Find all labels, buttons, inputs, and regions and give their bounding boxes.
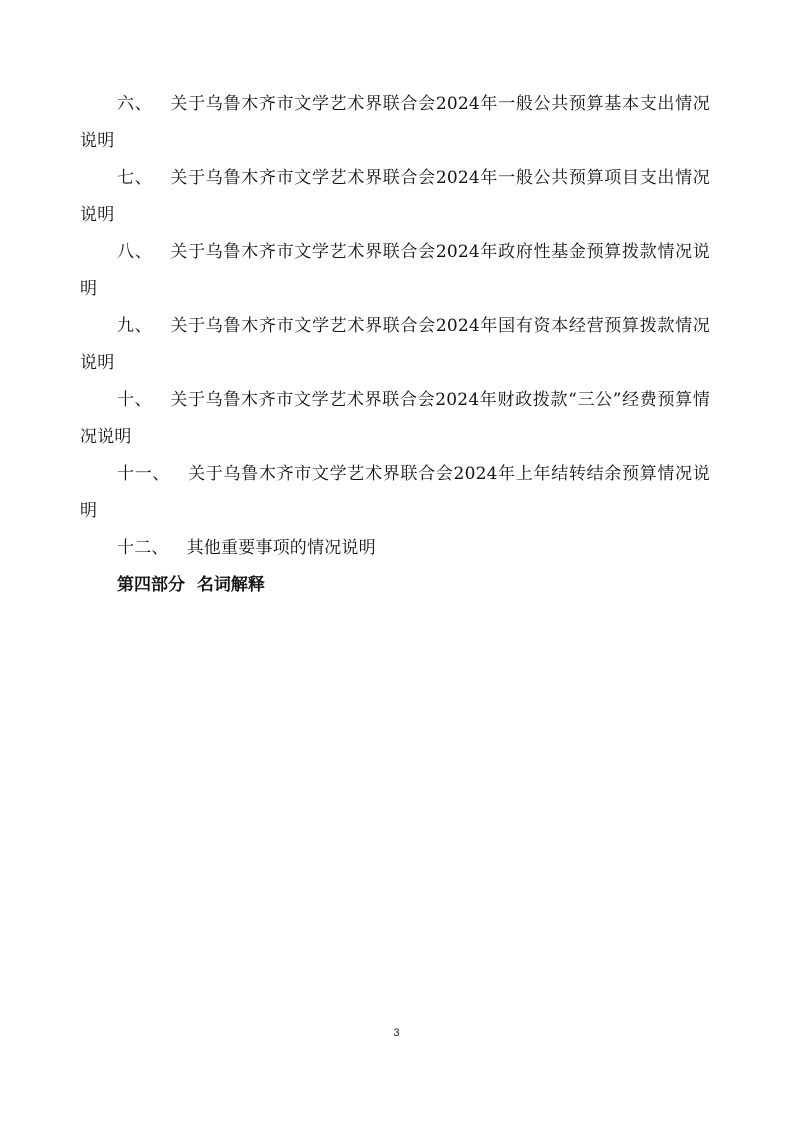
toc-item-text: 关于乌鲁木齐市文学艺术界联合会2024年财政拨款“三公”经费预算情况说明 — [80, 390, 710, 447]
toc-item-6 — [80, 86, 710, 160]
toc-item-text: 关于乌鲁木齐市文学艺术界联合会2024年一般公共预算基本支出情况说明 — [80, 94, 710, 151]
page-number: 3 — [393, 1027, 400, 1039]
toc-item-number: 六、 — [117, 94, 153, 114]
toc-item-number: 十二、 — [117, 538, 169, 558]
toc-item-number: 七、 — [117, 168, 153, 188]
toc-item-number: 九、 — [117, 316, 153, 336]
toc-item-text: 关于乌鲁木齐市文学艺术界联合会2024年政府性基金预算拨款情况说明 — [80, 242, 710, 299]
toc-item-12 — [80, 530, 710, 567]
toc-content — [80, 86, 710, 604]
toc-item-text: 关于乌鲁木齐市文学艺术界联合会2024年国有资本经营预算拨款情况说明 — [80, 316, 710, 373]
toc-item-number: 十一、 — [117, 464, 171, 484]
toc-item-9 — [80, 308, 710, 382]
toc-item-text: 关于乌鲁木齐市文学艺术界联合会2024年一般公共预算项目支出情况说明 — [80, 168, 710, 225]
toc-item-text: 关于乌鲁木齐市文学艺术界联合会2024年上年结转结余预算情况说明 — [80, 464, 710, 521]
toc-item-text: 其他重要事项的情况说明 — [186, 538, 376, 558]
toc-item-number: 十、 — [117, 390, 153, 410]
toc-item-8 — [80, 234, 710, 308]
section-heading: 第四部分 名词解释 — [117, 575, 265, 595]
toc-item-10 — [80, 382, 710, 456]
toc-item-7 — [80, 160, 710, 234]
toc-item-number: 八、 — [117, 242, 153, 262]
toc-item-11 — [80, 456, 710, 530]
